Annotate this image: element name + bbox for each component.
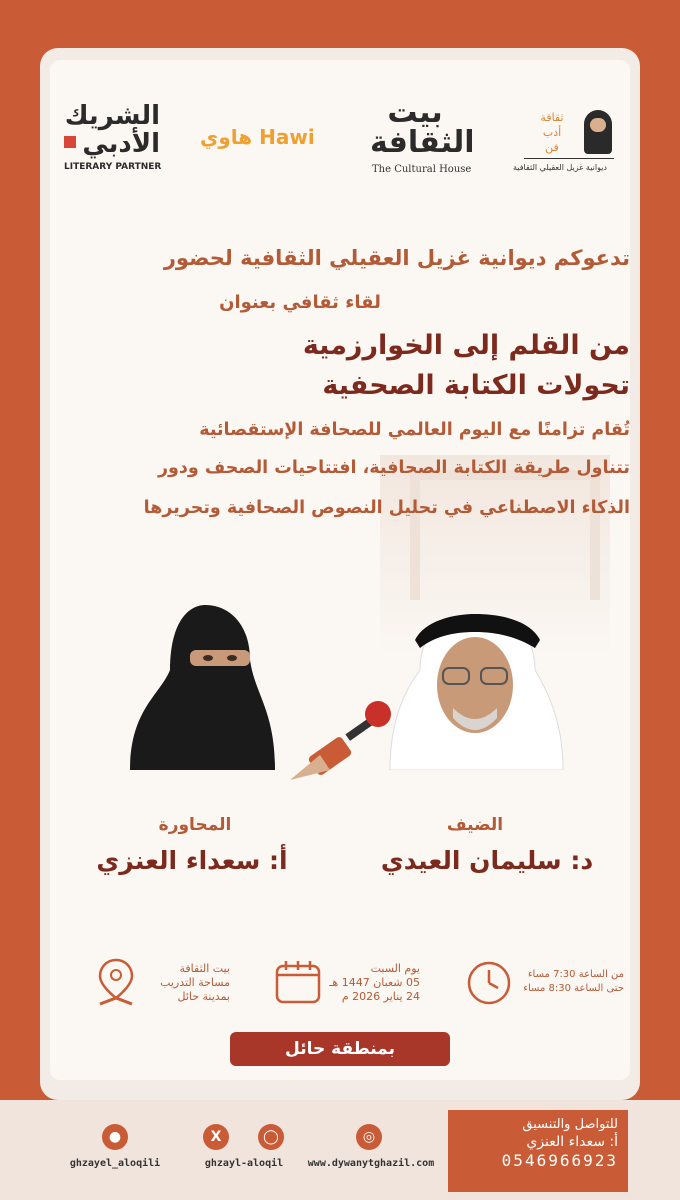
event-title2: تحولات الكتابة الصحفية (322, 370, 630, 401)
house-line1: بيت (387, 95, 443, 130)
calendar-icon (274, 958, 322, 1006)
moderator-name: أ: سعداء العنزي (96, 846, 288, 875)
time-info (514, 968, 624, 996)
moderator-photo (120, 600, 280, 770)
event-title1: من القلم إلى الخوارزمية (302, 330, 630, 361)
venue-info (140, 962, 230, 1004)
snapchat-icon[interactable]: ● (102, 1124, 128, 1150)
website-link[interactable]: www.dywanytghazil.com (307, 1158, 435, 1169)
invite-line1: تدعوكم ديوانية غزيل العقيلي الثقافية لحضور (163, 246, 630, 270)
venue-line1: بيت الثقافة (179, 962, 230, 975)
diwan-words (524, 110, 580, 155)
guest-name: د: سليمان العيدي (380, 846, 594, 875)
diwan-portrait (584, 110, 612, 154)
social-handle[interactable]: ghzayl-aloqil (204, 1158, 284, 1169)
guest-photo (385, 600, 565, 770)
diwan-word: ثقافة (540, 111, 564, 124)
event-desc2: تتناول طريقة الكتابة الصحافية، افتتاحيات الصحف ودور (157, 458, 630, 478)
region-badge: بمنطقة حائل (230, 1032, 450, 1066)
venue-line2: مساحة التدريب (160, 976, 230, 989)
hijri-date: 05 شعبان 1447 هـ (329, 976, 420, 989)
hawi-en: Hawi (259, 125, 315, 149)
partner-line1: الشريك (64, 101, 160, 131)
contact-box (448, 1110, 628, 1192)
building-watermark-arch (410, 470, 600, 600)
hawi-logo (200, 125, 315, 149)
time-end: حتى الساعة 8:30 مساء (523, 983, 624, 994)
day-label: يوم السبت (370, 962, 420, 975)
literary-partner-logo (64, 102, 160, 158)
contact-name: أ: سعداء العنزي (526, 1134, 618, 1150)
snapchat-handle[interactable]: ghzayel_aloqili (69, 1158, 161, 1169)
website-icon[interactable]: ◎ (356, 1124, 382, 1150)
house-line2: الثقافة (370, 125, 475, 160)
contact-label: للتواصل والتنسيق (522, 1117, 618, 1132)
event-desc1: تُقام تزامنًا مع اليوم العالمي للصحافة الإستقصائية (199, 420, 630, 440)
hawi-ar: هاوي (200, 125, 253, 149)
instagram-icon[interactable]: ◯ (258, 1124, 284, 1150)
portrait-face (590, 118, 606, 132)
date-info (324, 962, 420, 1004)
clock-icon (466, 960, 512, 1006)
moderator-role: المحاورة (158, 815, 232, 835)
diwan-word: أدب (542, 126, 562, 139)
event-desc3: الذكاء الاصطناعي في تحليل النصوص الصحافية وتحريرها (143, 498, 630, 518)
cultural-house-logo (370, 95, 475, 160)
gregorian-date: 24 يناير 2026 م (341, 990, 420, 1003)
guest-role: الضيف (446, 815, 504, 835)
contact-phone: 0546966923 (501, 1151, 618, 1170)
time-start: من الساعة 7:30 مساء (527, 969, 624, 980)
diwan-word: فن (545, 141, 559, 154)
diwan-name: ديوانية غزيل العقيلي الثقافية (513, 163, 607, 172)
partner-line2: الأدبي (82, 129, 160, 159)
invite-line2: لقاء ثقافي بعنوان (219, 292, 381, 313)
house-en: The Cultural House (372, 164, 472, 175)
venue-line3: بمدينة حائل (177, 990, 230, 1003)
microphone-icon (290, 700, 400, 790)
partner-en: LITERARY PARTNER (64, 162, 162, 172)
book-icon (64, 136, 76, 148)
location-pin-icon (96, 958, 136, 1008)
diwan-divider (524, 158, 614, 159)
x-icon[interactable]: X (203, 1124, 229, 1150)
